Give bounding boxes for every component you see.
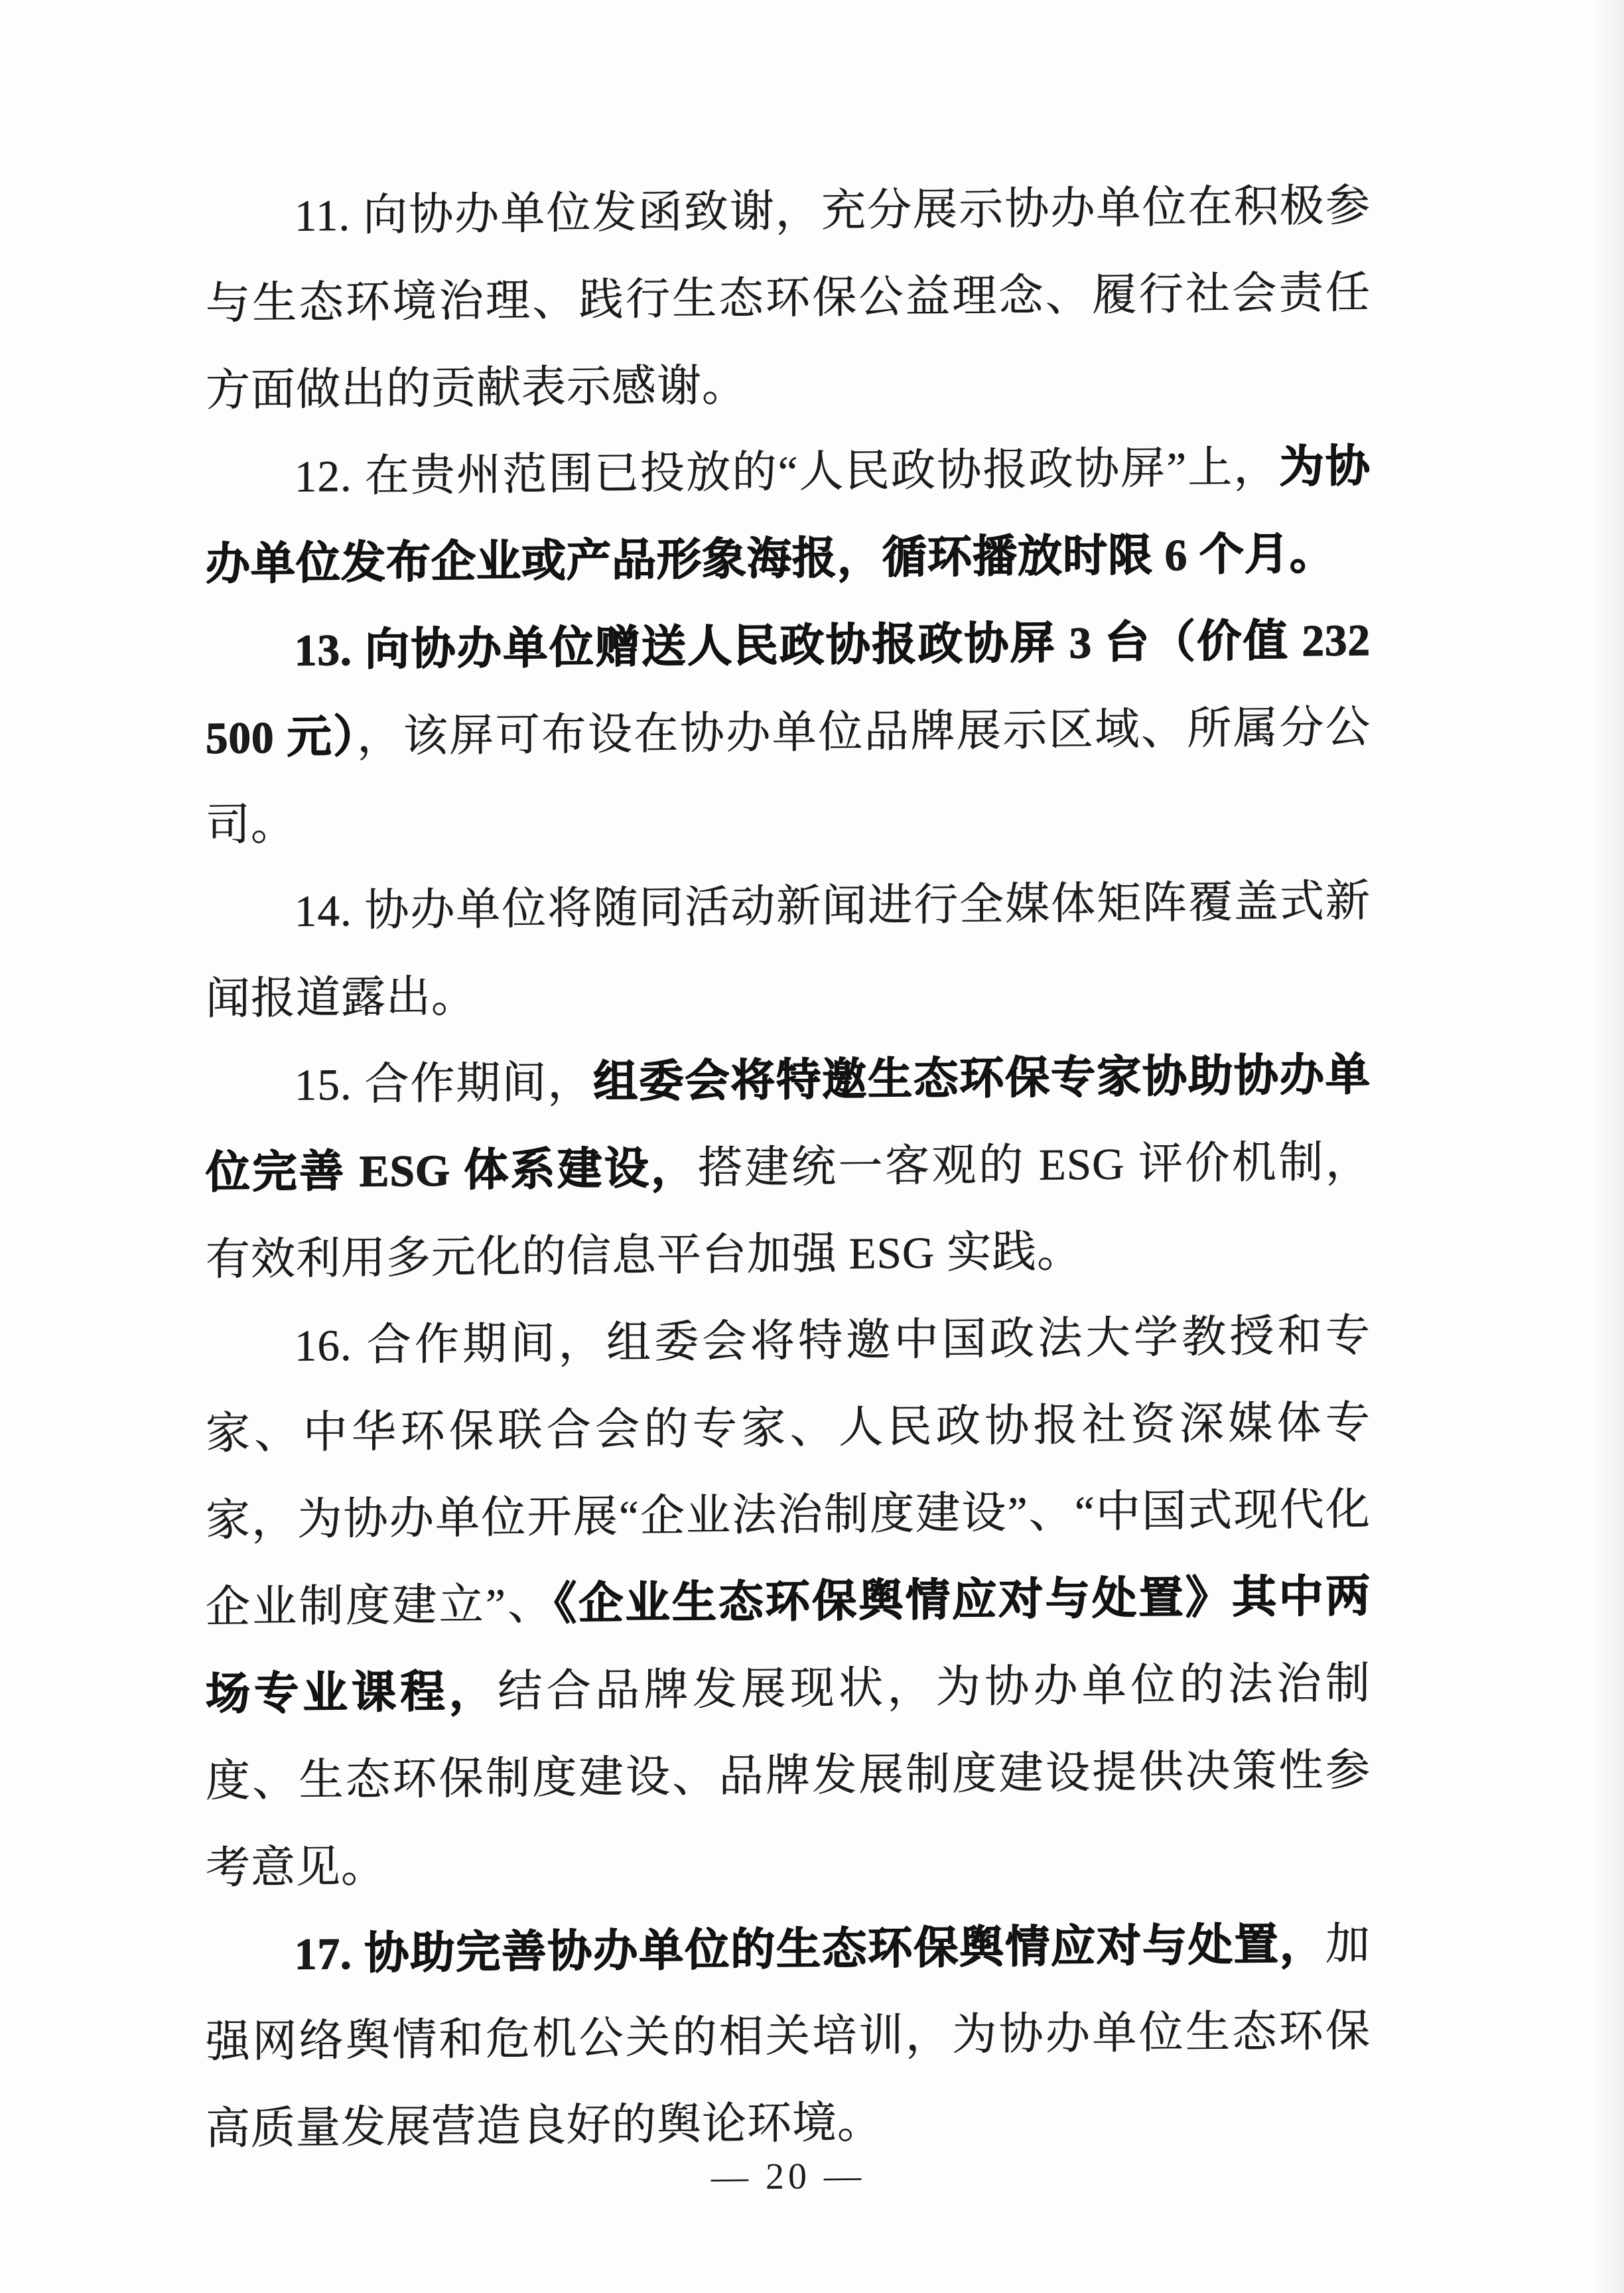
paragraph-item-13 bbox=[206, 597, 1371, 869]
scanned-document-page bbox=[206, 163, 1371, 2198]
bold-text-run: 13. 向协办单位赠送人民政协报政协屏 3 台（价值 232500 元） bbox=[206, 616, 1371, 763]
bold-text-run: 《企业生态环保舆情应对与处置》其中两场专业课程， bbox=[206, 1572, 1371, 1719]
paragraph-item-11 bbox=[206, 163, 1371, 435]
text-run: 11. 向协办单位发函致谢，充分展示协办单位在积极参与生态环境治理、践行生态环保公益理念、履行社会责任方面做出的贡献表示感谢。 bbox=[206, 181, 1371, 415]
document-body bbox=[206, 163, 1371, 2173]
text-run: 12. 在贵州范围已投放的“人民政协报政协屏”上， bbox=[295, 443, 1280, 502]
page-number: — 20 — bbox=[711, 2155, 865, 2198]
text-run: 15. 合作期间， bbox=[295, 1058, 594, 1110]
text-run: ，该屏可布设在协办单位品牌展示区域、所属分公司。 bbox=[206, 703, 1371, 850]
scan-edge-shadow bbox=[1590, 0, 1624, 2293]
text-run: 16. 合作期间，组委会将特邀中国政法大学教授和专家、中华环保联合会的专家、人民政协报社资深媒体专家，为协办单位开展“企业法治制度建设”、“中国式现代化企业制度建立”、 bbox=[206, 1311, 1371, 1632]
paragraph-item-17 bbox=[206, 1901, 1371, 2173]
text-run: 14. 协办单位将随同活动新闻进行全媒体矩阵覆盖式新闻报道露出。 bbox=[206, 876, 1371, 1024]
bold-text-run: 17. 协助完善协办单位的生态环保舆情应对与处置， bbox=[295, 1919, 1325, 1979]
paragraph-item-12 bbox=[206, 423, 1371, 608]
bold-text-run: 组委会将特邀生态环保专家协助协办单位完善 ESG 体系建设， bbox=[206, 1050, 1371, 1198]
text-run: 结合品牌发展现状，为协办单位的法治制度、生态环保制度建设、品牌发展制度建设提供决策性参考意见。 bbox=[206, 1659, 1371, 1893]
paragraph-item-15 bbox=[206, 1032, 1371, 1304]
text-run: 搭建统一客观的 ESG 评价机制，有效利用多元化的信息平台加强 ESG 实践。 bbox=[206, 1137, 1371, 1285]
bold-text-run: 为协办单位发布企业或产品形象海报，循环播放时限 6 个月。 bbox=[206, 442, 1371, 589]
text-run: 加强网络舆情和危机公关的相关培训，为协办单位生态环保高质量发展营造良好的舆论环境。 bbox=[206, 1919, 1371, 2154]
paragraph-item-14 bbox=[206, 858, 1371, 1043]
paragraph-item-16 bbox=[206, 1292, 1371, 1912]
